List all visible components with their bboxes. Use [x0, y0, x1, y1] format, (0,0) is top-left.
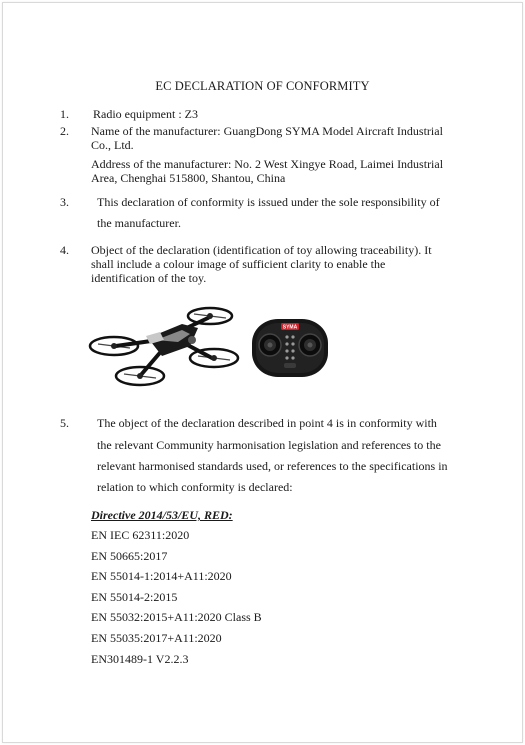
- item-2-number: 2.: [60, 124, 69, 138]
- item-3-number: 3.: [60, 195, 69, 209]
- item-5-line-4: relation to which conformity is declared:: [97, 480, 293, 494]
- standard-item: EN 55032:2015+A11:2020 Class B: [91, 610, 262, 624]
- controller-image: [250, 313, 330, 381]
- standard-item: EN IEC 62311:2020: [91, 528, 190, 542]
- directive-heading: Directive 2014/53/EU, RED:: [91, 508, 233, 522]
- item-2-line-1: Name of the manufacturer: GuangDong SYMA Model Aircraft Industrial: [91, 124, 443, 138]
- item-1-text: Radio equipment : Z3: [93, 107, 198, 121]
- item-4-line-1: Object of the declaration (identification of toy allowing traceability). It: [91, 243, 432, 257]
- item-4-line-2: shall include a colour image of sufficient clarity to enable the: [91, 257, 386, 271]
- item-5-line-1: The object of the declaration described in point 4 is in conformity with: [97, 416, 437, 430]
- item-3-line-1: This declaration of conformity is issued under the sole responsibility of: [97, 195, 440, 209]
- item-2-line-2: Co., Ltd.: [91, 138, 134, 152]
- item-1-number: 1.: [60, 107, 69, 121]
- item-4-line-3: identification of the toy.: [91, 271, 207, 285]
- item-2-address-line-2: Area, Chenghai 515800, Shantou, China: [91, 171, 286, 185]
- item-5-line-2: the relevant Community harmonisation legislation and references to the: [97, 438, 441, 452]
- standard-item: EN 55014-2:2015: [91, 590, 178, 604]
- controller-brand-text: SYMA: [282, 324, 298, 331]
- item-5-line-3: relevant harmonised standards used, or references to the specifications in: [97, 459, 448, 473]
- item-4-number: 4.: [60, 243, 69, 257]
- document-title: EC DECLARATION OF CONFORMITY: [155, 79, 370, 93]
- item-5-number: 5.: [60, 416, 69, 430]
- item-3-line-2: the manufacturer.: [97, 216, 181, 230]
- standard-item: EN 55035:2017+A11:2020: [91, 631, 222, 645]
- standard-item: EN 55014-1:2014+A11:2020: [91, 569, 232, 583]
- drone-image: [86, 296, 246, 388]
- standard-item: EN 50665:2017: [91, 549, 168, 563]
- standard-item: EN301489-1 V2.2.3: [91, 652, 189, 666]
- item-2-address-line-1: Address of the manufacturer: No. 2 West Xingye Road, Laimei Industrial: [91, 157, 444, 171]
